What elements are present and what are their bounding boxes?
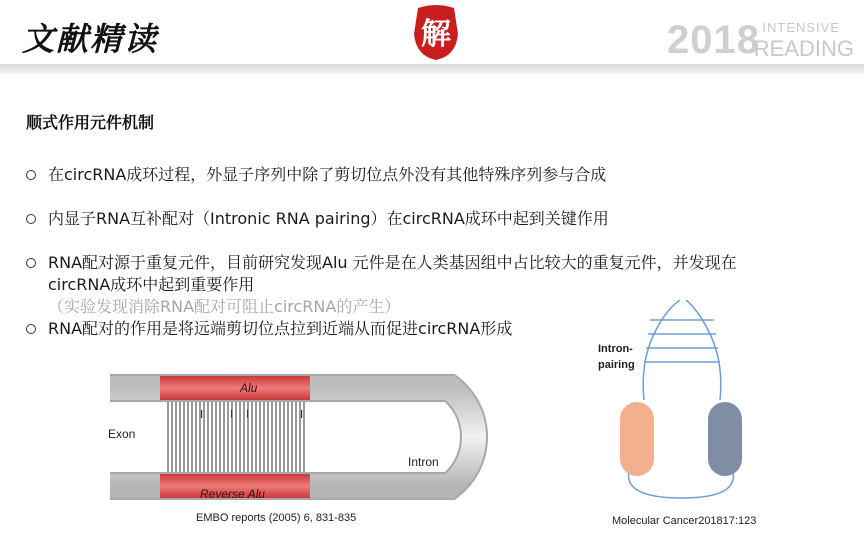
left-exon-capsule bbox=[620, 402, 654, 476]
reverse-alu-label: Reverse Alu bbox=[200, 487, 265, 501]
exon-label: Exon bbox=[108, 427, 136, 441]
svg-text:I: I bbox=[300, 408, 304, 421]
bullet-text: RNA配对的作用是将远端剪切位点拉到近端从而促进circRNA形成 bbox=[48, 319, 513, 338]
intron-pairing-label-line2: pairing bbox=[598, 359, 635, 371]
seal-char: 解 bbox=[421, 17, 451, 52]
left-figure-caption: EMBO reports (2005) 6, 831-835 bbox=[196, 512, 357, 524]
bullet-text: 在circRNA成环过程，外显子序列中除了剪切位点外没有其他特殊序列参与合成 bbox=[48, 165, 607, 184]
seal-logo bbox=[412, 4, 460, 62]
alu-segment bbox=[160, 376, 310, 400]
reading-text: READING bbox=[753, 36, 854, 61]
alu-pairing-diagram bbox=[100, 362, 560, 512]
alu-label: Alu bbox=[240, 381, 258, 395]
bullet-text: RNA配对源于重复元件，目前研究发现Alu 元件是在人类基因组中占比较大的重复元件，并发现在circRNA成环中起到重要作用 bbox=[48, 253, 737, 294]
svg-text:I: I bbox=[230, 408, 234, 421]
intensive-text: INTENSIVE bbox=[762, 20, 840, 35]
intron-pairing-label-line1: Intron- bbox=[598, 343, 633, 355]
pairing-ladder bbox=[168, 402, 304, 472]
intron-label: Intron bbox=[408, 455, 439, 469]
bullet-circle-icon bbox=[26, 214, 36, 224]
svg-text:I: I bbox=[246, 408, 250, 421]
slide-header-title: 文献精读 bbox=[22, 20, 159, 58]
header-divider bbox=[0, 64, 864, 74]
bullet-circle-icon bbox=[26, 258, 36, 268]
right-figure-caption: Molecular Cancer201817:123 bbox=[612, 515, 757, 527]
right-exon-capsule bbox=[708, 402, 742, 476]
bullet-circle-icon bbox=[26, 170, 36, 180]
slide-header bbox=[0, 0, 864, 80]
bullet-circle-icon bbox=[26, 324, 36, 334]
bullet-text: 内显子RNA互补配对（Intronic RNA pairing）在circRNA成环中起到关键作用 bbox=[48, 209, 609, 228]
section-title: 顺式作用元件机制 bbox=[26, 113, 155, 132]
bullet-subtext: （实验发现消除RNA配对可阻止circRNA的产生） bbox=[48, 297, 401, 316]
year-text: 2018 bbox=[667, 18, 760, 62]
intron-pairing-diagram bbox=[590, 300, 790, 510]
svg-text:I: I bbox=[200, 408, 204, 421]
